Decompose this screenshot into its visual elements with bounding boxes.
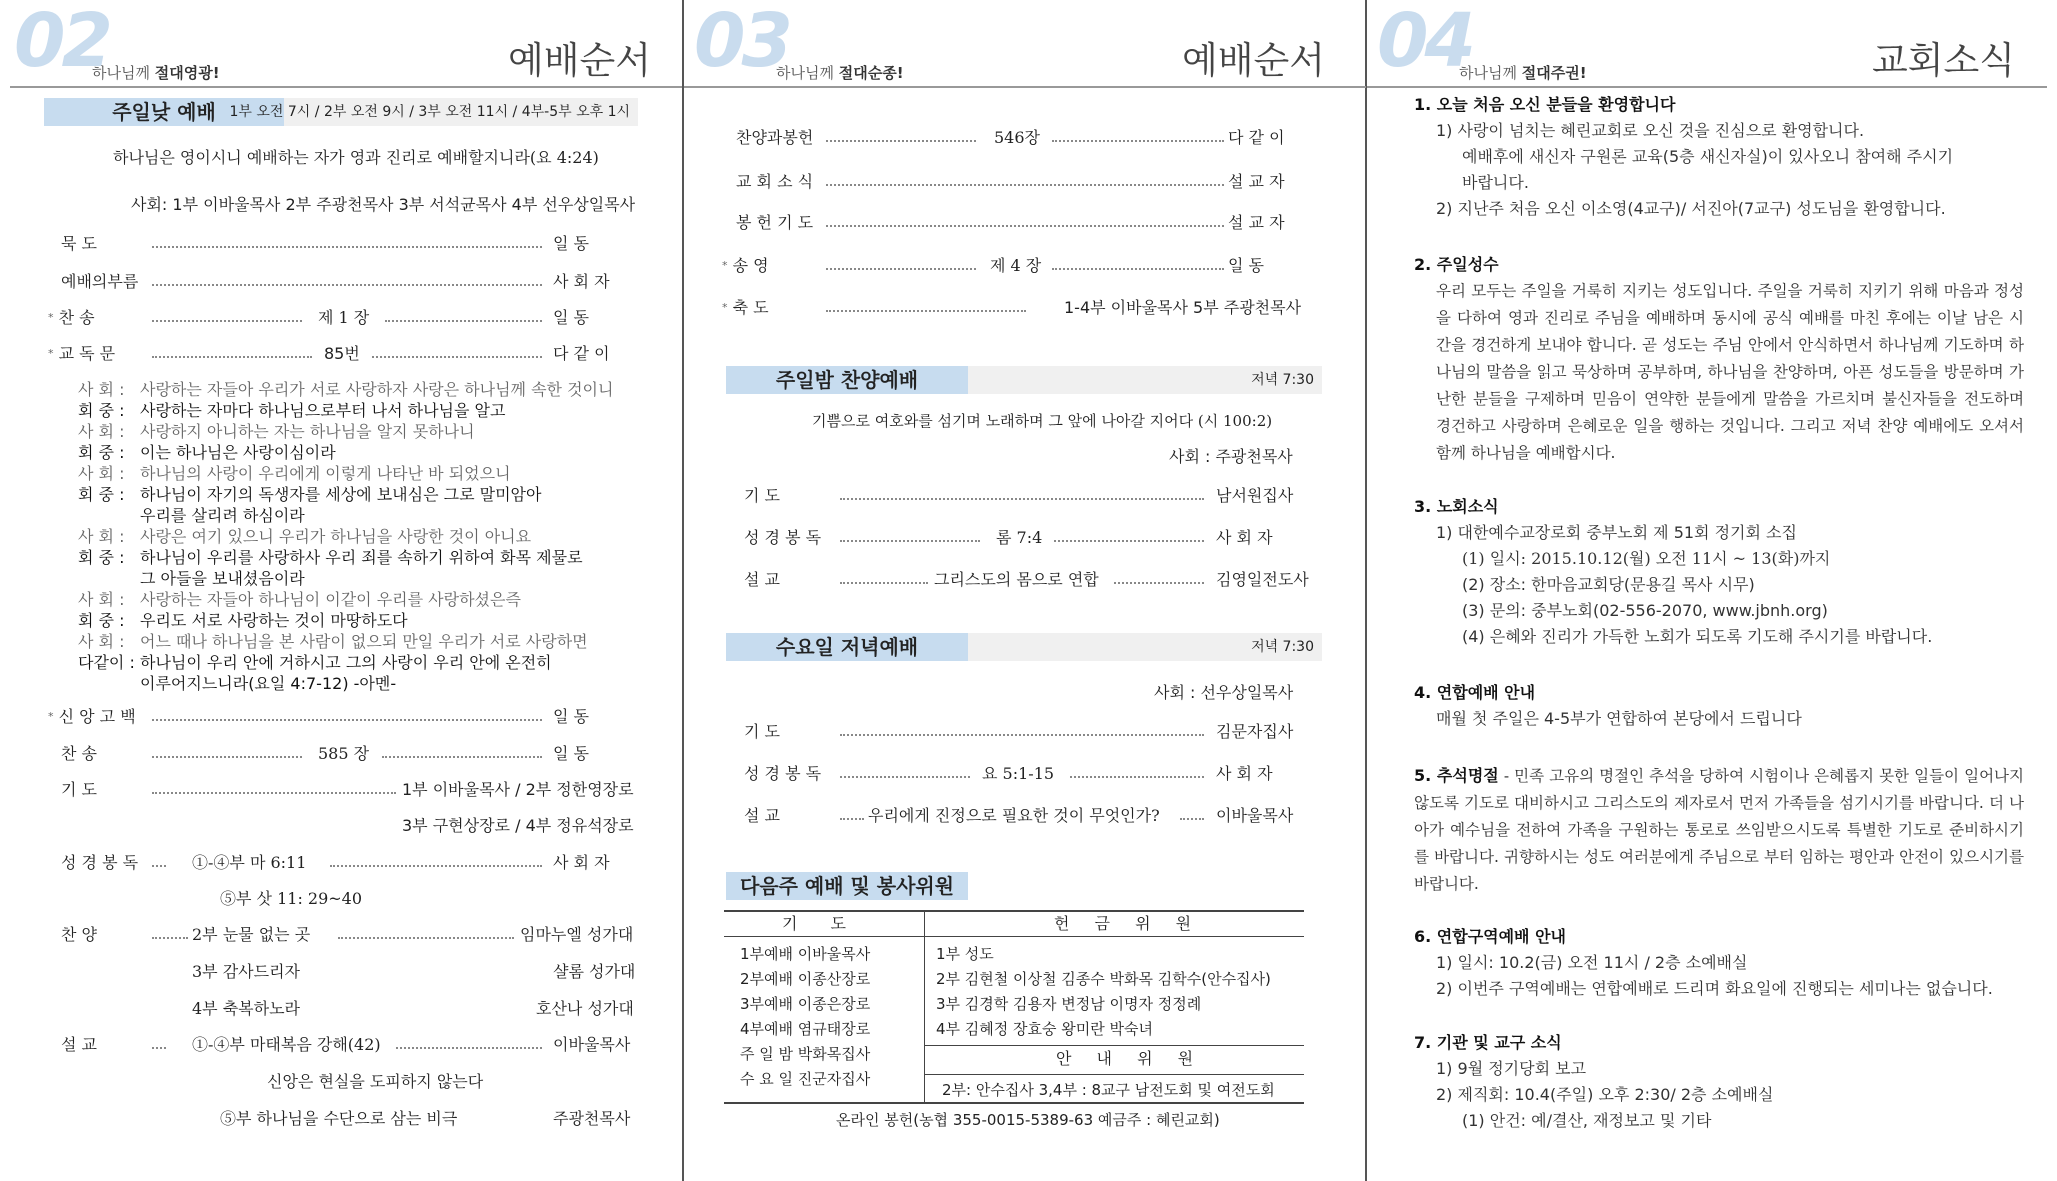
news-item: [1414, 92, 2024, 222]
leader-dots: [840, 734, 1204, 736]
leader-dots: [372, 356, 542, 358]
item-right: 일 동: [553, 707, 589, 726]
offering-row: 4부 김혜정 장효숭 왕미란 박숙녀: [936, 1020, 1153, 1038]
choir-name: 샬롬 성가대: [553, 962, 636, 981]
prayer-row: 4부예배 염규태장로: [740, 1020, 871, 1038]
page-3: [684, 0, 1366, 1181]
sermon-subtitle: 신앙은 현실을 도피하지 않는다: [267, 1072, 484, 1091]
item-name: 성 경 봉 독: [744, 764, 822, 783]
item-name: 설 교: [744, 806, 780, 825]
item-mid: 우리에게 진정으로 필요한 것이 무엇인가?: [868, 806, 1160, 825]
preacher: 이바울목사: [553, 1035, 631, 1054]
item-name: 설 교: [61, 1035, 97, 1054]
choir-name: 임마누엘 성가대: [520, 925, 634, 944]
news-item: [1414, 680, 2024, 732]
responsive-line: 사 회 : 하나님의 사랑이 우리에게 이렇게 나타난 바 되었으니: [78, 464, 511, 483]
leader-dots: [152, 865, 166, 867]
responsive-line: 회 중 : 하나님이 우리를 사랑하사 우리 죄를 속하기 위하여 화목 제물로: [78, 548, 583, 567]
leader-dots: [826, 140, 976, 142]
item-name: 기 도: [61, 780, 97, 799]
section-label: 주일낮 예배: [44, 98, 284, 126]
choir-song: 2부 눈물 없는 곳: [192, 925, 311, 944]
leader-dots: [840, 818, 864, 820]
section-bar-wednesday: [726, 633, 1322, 661]
responsive-line: 회 중 : 사랑하는 자마다 하나님으로부터 나서 하나님을 알고: [78, 401, 506, 420]
news-line: 예배후에 새신자 구원론 교육(5층 새신자실)이 있사오니 참여해 주시기: [1462, 147, 1954, 166]
leader-dots: [840, 776, 970, 778]
usher-head: 안 내 위 원: [1056, 1049, 1204, 1068]
service-time: 저녁 7:30: [1251, 372, 1314, 388]
usher-row: 2부: 안수집사 3,4부 : 8교구 남전도회 및 여전도회: [942, 1081, 1275, 1099]
offering-row: 3부 김경학 김용자 변정남 이명자 정정례: [936, 995, 1202, 1013]
leader-dots: [826, 225, 1224, 227]
offering-row: 2부 김현철 이상철 김종수 박화목 김학수(안수집사): [936, 970, 1271, 988]
header-rule: [684, 86, 1366, 88]
reading-passage: ⑤부 삿 11: 29~40: [220, 889, 363, 908]
choir-name: 호산나 성가대: [536, 999, 634, 1018]
prayer-row: 수 요 일 진군자집사: [740, 1070, 871, 1088]
page-title: 예배순서: [1182, 39, 1325, 82]
leader-dots: [1114, 582, 1204, 584]
section-label: 주일밤 찬양예배: [726, 366, 968, 394]
leader-dots: [1054, 540, 1204, 542]
item-name: 찬 송: [61, 744, 97, 763]
section-bar-sunday: [44, 98, 638, 126]
news-line: (1) 안건: 예/결산, 재정보고 및 기타: [1462, 1111, 1712, 1130]
leader-dots: [330, 865, 542, 867]
leader-dots: [152, 756, 302, 758]
leader-dots: [152, 284, 542, 286]
item-right: 다 같 이: [553, 344, 610, 363]
item-right: 1부 이바울목사 / 2부 정한영장로: [402, 780, 634, 799]
item-name: * 신 앙 고 백: [48, 707, 136, 726]
leader-dots: [840, 540, 980, 542]
item-name: 기 도: [744, 486, 780, 505]
news-line: (1) 일시: 2015.10.12(월) 오전 11시 ~ 13(화)까지: [1462, 549, 1831, 568]
item-mid: 요 5:1-15: [982, 764, 1055, 783]
item-right: 설 교 자: [1228, 172, 1285, 191]
item-right: 설 교 자: [1228, 213, 1285, 232]
leader-dots: [382, 756, 542, 758]
item-mid: 546장: [994, 128, 1040, 147]
leader-dots: [152, 356, 312, 358]
prayer-row: 주 일 밤 박화목집사: [740, 1045, 871, 1063]
leader-dots: [338, 937, 514, 939]
page-number: 03: [694, 0, 789, 84]
presiders: 사회: 1부 이바울목사 2부 주광천목사 3부 서석균목사 4부 선우상일목사: [131, 195, 636, 214]
responsive-line: 회 중 : 우리도 서로 사랑하는 것이 마땅하도다: [78, 611, 408, 630]
item-name: 교 회 소 식: [736, 172, 814, 191]
leader-dots: [826, 268, 976, 270]
item-right: 일 동: [553, 234, 589, 253]
item-name: * 송 영: [722, 256, 769, 275]
news-line: 1) 대한예수교장로회 중부노회 제 51회 정기회 소집: [1436, 523, 1797, 542]
item-name: 기 도: [744, 722, 780, 741]
sermon-title: ①-④부 마태복음 강해(42): [192, 1035, 381, 1054]
item-right: 일 동: [553, 744, 589, 763]
leader-dots: [396, 1047, 542, 1049]
news-heading: 4. 연합예배 안내: [1414, 683, 1536, 702]
responsive-line: 사 회 : 어느 때나 하나님을 본 사람이 없으되 만일 우리가 서로 사랑하면: [78, 632, 588, 651]
page-motto: 하나님께 절대주권!: [1459, 64, 1587, 82]
section-label: 다음주 예배 및 봉사위원: [726, 872, 968, 900]
news-line: (2) 장소: 한마음교회당(문용길 목사 시무): [1462, 575, 1755, 594]
prayer-head: 기 도: [782, 914, 860, 933]
responsive-line: 그 아들을 보내셨음이라: [140, 569, 305, 588]
news-paragraph: 5. 추석명절 - 민족 고유의 명절인 추석을 당하여 시험이나 은혜롭지 못한 일들이 일어나지 않도록 기도로 대비하시고 그리스도의 제자로서 먼저 가족들을 섬기시기를 바랍니다. 더 나아가 예수님을 전하여 가족을 구원하는 통로로 쓰임받으시도록 특별한 기도로 준비하시기를 바랍니다. 귀향하시는 성도 여러분에게 주님으로 부터 임하는 평안과 안전이 있으시기를 바랍니다.: [1414, 766, 2024, 893]
prayer-row: 1부예배 이바울목사: [740, 945, 871, 963]
responsive-line: 사 회 : 사랑은 여기 있으니 우리가 하나님을 사랑한 것이 아니요: [78, 527, 532, 546]
table-rule: [924, 1045, 1304, 1046]
key-verse: 기쁨으로 여호와를 섬기며 노래하며 그 앞에 나아갈 지어다 (시 100:2): [812, 412, 1273, 430]
leader-dots: [152, 719, 542, 721]
page-title: 예배순서: [508, 39, 651, 82]
leader-dots: [385, 320, 542, 322]
table-rule: [724, 936, 1304, 937]
leader-dots: [840, 582, 928, 584]
section-bar-evening: [726, 366, 1322, 394]
item-right: 이바울목사: [1216, 806, 1294, 825]
responsive-line: 사 회 : 사랑하는 자들아 하나님이 이같이 우리를 사랑하셨은즉: [78, 590, 521, 609]
item-name: * 찬 송: [48, 308, 95, 327]
item-right: 다 같 이: [1228, 128, 1285, 147]
item-right: 김문자집사: [1216, 722, 1294, 741]
table-rule: [924, 1074, 1304, 1075]
presider: 사회 : 주광천목사: [1169, 447, 1293, 466]
item-name: 설 교: [744, 570, 780, 589]
page-number: 02: [14, 0, 109, 84]
leader-dots: [152, 246, 542, 248]
item-name: * 축 도: [722, 298, 769, 317]
item-name: 찬양과봉헌: [736, 128, 814, 147]
sermon-title: ⑤부 하나님을 수단으로 삼는 비극: [220, 1109, 458, 1128]
item-right: 사 회 자: [553, 272, 610, 291]
news-line: (4) 은혜와 진리가 가득한 노회가 되도록 기도해 주시기를 바랍니다.: [1462, 627, 1933, 646]
page-motto: 하나님께 절대영광!: [92, 64, 220, 82]
news-line: 매월 첫 주일은 4-5부가 연합하여 본당에서 드립니다: [1436, 709, 1802, 728]
item-mid: 롬 7:4: [996, 528, 1043, 547]
page-2: [0, 0, 683, 1181]
section-label: 수요일 저녁예배: [726, 633, 968, 661]
leader-dots: [152, 320, 302, 322]
responsive-line: 회 중 : 이는 하나님은 사랑이심이라: [78, 443, 336, 462]
responsive-line: 사 회 : 사랑하지 아니하는 자는 하나님을 알지 못하나니: [78, 422, 475, 441]
service-times: 1부 오전 7시 / 2부 오전 9시 / 3부 오전 11시 / 4부-5부 오후 1시: [229, 104, 630, 120]
news-line: (3) 문의: 중부노회(02-556-2070, www.jbnh.org): [1462, 601, 1828, 620]
news-paragraph: 우리 모두는 주일을 거룩히 지키는 성도입니다. 주일을 거룩히 지키기 위해 마음과 정성을 다하여 영과 진리로 주님을 예배하며 동시에 공식 예배를 마친 후에는 이날 남은 시간을 경건하게 보내야 합니다. 곧 성도는 주님 안에서 안식하면서 하나님께 기도하며 하나님의 말씀을 읽고 묵상하며 공부하며, 하나님을 찬양하며, 아픈 성도들을 방문하며 가난한 분들을 구제하며 믿음이 연약한 분들에게 말씀을 가르치며 불신자들을 전도하며 경건하고 사랑하며 은혜로운 일을 행하는 것입니다. 그리고 저녁 찬양 예배에도 오셔서 함께 하나님을 예배합시다.: [1436, 282, 2024, 462]
news-item: [1414, 924, 2024, 1002]
prayer-row: 3부예배 이종은장로: [740, 995, 871, 1013]
item-mid: 제 1 장: [318, 308, 370, 327]
leader-dots: [826, 184, 1224, 186]
page-title: 교회소식: [1872, 39, 2015, 82]
news-line: 2) 지난주 처음 오신 이소영(4교구)/ 서진아(7교구) 성도님을 환영합니다.: [1436, 199, 1946, 218]
item-right: 일 동: [1228, 256, 1264, 275]
responsive-line: 이루어지느니라(요일 4:7-12) -아멘-: [140, 674, 397, 693]
leader-dots: [152, 1047, 166, 1049]
item-mid: 585 장: [318, 744, 370, 763]
item-name: 봉 헌 기 도: [736, 213, 814, 232]
item-right: 사 회 자: [1216, 764, 1273, 783]
news-line: 2) 제직회: 10.4(주일) 오후 2:30/ 2층 소예배실: [1436, 1085, 1774, 1104]
news-heading: 2. 주일성수: [1414, 255, 1499, 274]
item-name: 묵 도: [61, 234, 97, 253]
item-name: * 교 독 문: [48, 344, 116, 363]
item-name: 성 경 봉 독: [744, 528, 822, 547]
news-heading: 1. 오늘 처음 오신 분들을 환영합니다: [1414, 95, 1676, 114]
page-motto: 하나님께 절대순종!: [776, 64, 904, 82]
leader-dots: [152, 937, 188, 939]
news-line: 1) 사랑이 넘치는 혜린교회로 오신 것을 진심으로 환영합니다.: [1436, 121, 1865, 140]
item-right: 일 동: [553, 308, 589, 327]
news-heading: 7. 기관 및 교구 소식: [1414, 1033, 1562, 1052]
page-4: [1367, 0, 2057, 1181]
news-line: 바랍니다.: [1462, 173, 1529, 192]
responsive-line: 우리를 살리려 하심이라: [140, 506, 305, 525]
item-mid: 제 4 장: [990, 256, 1042, 275]
leader-dots: [826, 310, 1026, 312]
leader-dots: [1052, 268, 1224, 270]
news-item: [1414, 762, 2024, 898]
responsive-line: 다같이 : 하나님이 우리 안에 거하시고 그의 사랑이 우리 안에 온전히: [78, 653, 552, 672]
item-name: 예배의부름: [61, 272, 139, 291]
news-item: [1414, 1030, 2024, 1134]
news-item: [1414, 494, 2024, 650]
item-mid: 85번: [324, 344, 360, 363]
header-rule: [10, 86, 682, 88]
news-line: 2) 이번주 구역예배는 연합예배로 드리며 화요일에 진행되는 세미나는 없습니다.: [1436, 979, 1993, 998]
item-right: 사 회 자: [1216, 528, 1273, 547]
news-line: 1) 9월 정기당회 보고: [1436, 1059, 1587, 1078]
news-heading: 6. 연합구역예배 안내: [1414, 927, 1566, 946]
reading-passage: ①-④부 마 6:11: [192, 853, 307, 872]
item-right: 남서원집사: [1216, 486, 1294, 505]
news-line: 1) 일시: 10.2(금) 오전 11시 / 2층 소예배실: [1436, 953, 1748, 972]
key-verse: 하나님은 영이시니 예배하는 자가 영과 진리로 예배할지니라(요 4:24): [113, 148, 599, 167]
table-rule: [724, 910, 1304, 912]
leader-dots: [1070, 776, 1204, 778]
preacher: 주광천목사: [553, 1109, 631, 1128]
leader-dots: [1180, 818, 1204, 820]
item-right: 사 회 자: [553, 853, 610, 872]
header-rule: [1367, 86, 2047, 88]
leader-dots: [1052, 140, 1224, 142]
leader-dots: [840, 498, 1204, 500]
item-right: 김영일전도사: [1216, 570, 1309, 589]
prayer-row: 2부예배 이종산장로: [740, 970, 871, 988]
item-right: 3부 구현상장로 / 4부 정유석장로: [402, 816, 634, 835]
item-name: 찬 양: [61, 925, 97, 944]
online-offering: 온라인 봉헌(농협 355-0015-5389-63 예금주 : 혜린교회): [836, 1111, 1220, 1129]
service-time: 저녁 7:30: [1251, 639, 1314, 655]
leader-dots: [152, 792, 396, 794]
table-rule: [724, 1102, 1304, 1104]
presider: 사회 : 선우상일목사: [1154, 683, 1294, 702]
news-heading: 3. 노회소식: [1414, 497, 1499, 516]
choir-song: 4부 축복하노라: [192, 999, 301, 1018]
news-item: [1414, 252, 2024, 467]
choir-song: 3부 감사드리자: [192, 962, 301, 981]
section-bar-nextweek: [726, 872, 1322, 900]
item-name: 성 경 봉 독: [61, 853, 139, 872]
item-right: 1-4부 이바울목사 5부 주광천목사: [1064, 298, 1302, 317]
offering-row: 1부 성도: [936, 945, 994, 963]
page-number: 04: [1377, 0, 1472, 84]
responsive-line: 회 중 : 하나님이 자기의 독생자를 세상에 보내심은 그로 말미암아: [78, 485, 542, 504]
responsive-line: 사 회 : 사랑하는 자들아 우리가 서로 사랑하자 사랑은 하나님께 속한 것이니: [78, 380, 614, 399]
offering-head: 헌 금 위 원: [1054, 914, 1202, 933]
item-mid: 그리스도의 몸으로 연합: [934, 570, 1099, 589]
